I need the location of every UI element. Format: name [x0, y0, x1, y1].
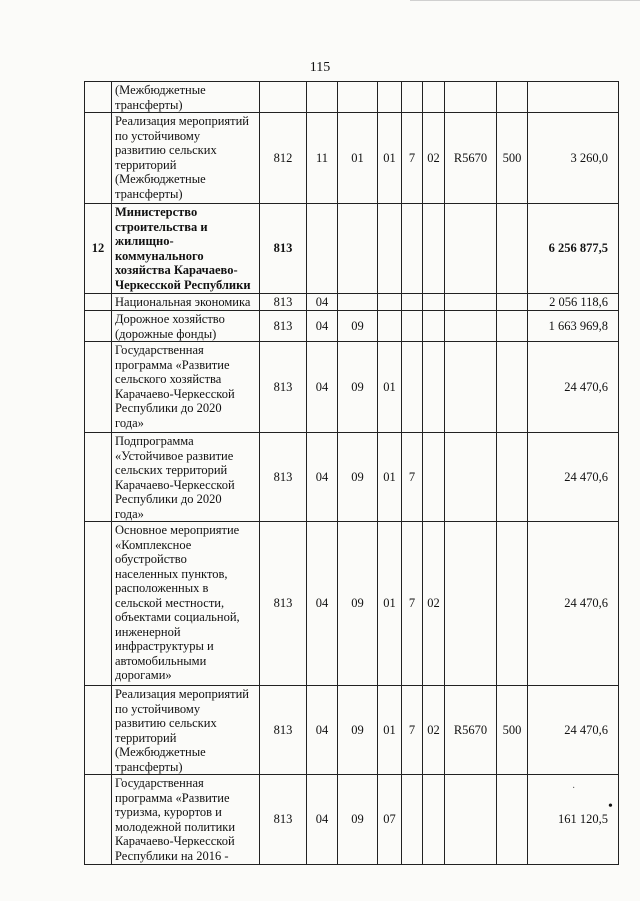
code-cell-section: 11 — [307, 113, 338, 204]
table-row — [85, 294, 619, 311]
code-cell-main-event: 02 — [423, 113, 445, 204]
code-cell-program: 01 — [378, 686, 402, 775]
code-cell-section — [307, 82, 338, 113]
code-cell-expense-type — [497, 433, 528, 522]
code-cell-section: 04 — [307, 311, 338, 342]
code-cell-subsection — [338, 294, 378, 311]
top-edge-line — [410, 0, 640, 1]
code-cell-expense-type: 500 — [497, 113, 528, 204]
code-cell-ministry: 813 — [260, 294, 307, 311]
code-cell-direction — [445, 433, 497, 522]
table-row — [85, 433, 619, 522]
page-number: 115 — [309, 60, 331, 75]
code-cell-expense-type: 500 — [497, 686, 528, 775]
row-number-cell — [85, 113, 112, 204]
code-cell-program — [378, 311, 402, 342]
code-cell-program: 01 — [378, 433, 402, 522]
table-row — [85, 311, 619, 342]
code-cell-subsection: 09 — [338, 522, 378, 686]
code-cell-subsection: 09 — [338, 342, 378, 433]
code-cell-ministry: 813 — [260, 775, 307, 865]
row-name-cell: Государственная программа «Развитие сельского хозяйства Карачаево-Черкесской Республики до 2020 года» — [112, 342, 260, 433]
amount-cell: 24 470,6 — [528, 342, 619, 433]
row-name-cell: Государственная программа «Развитие туризма, курортов и молодежной политики Карачаево-Черкесской Республики на 2016 - — [112, 775, 260, 865]
code-cell-main-event — [423, 433, 445, 522]
budget-table — [84, 81, 619, 865]
code-cell-subprogram — [402, 775, 423, 865]
row-name-cell: (Межбюджетные трансферты) — [112, 82, 260, 113]
code-cell-direction — [445, 311, 497, 342]
row-name-cell: Основное мероприятие «Комплексное обустройство населенных пунктов, расположенных в сельской местности, объектами социальной, инженерной инфраструктуры и автомобильными дорогами» — [112, 522, 260, 686]
row-name-cell: Реализация мероприятий по устойчивому развитию сельских территорий (Межбюджетные трансферты) — [112, 113, 260, 204]
table-row — [85, 113, 619, 204]
code-cell-subprogram — [402, 82, 423, 113]
code-cell-main-event: 02 — [423, 522, 445, 686]
code-cell-subprogram: 7 — [402, 433, 423, 522]
code-cell-program: 01 — [378, 522, 402, 686]
row-number-cell — [85, 522, 112, 686]
code-cell-subprogram — [402, 342, 423, 433]
code-cell-direction — [445, 294, 497, 311]
code-cell-expense-type — [497, 311, 528, 342]
code-cell-ministry: 813 — [260, 686, 307, 775]
code-cell-expense-type — [497, 342, 528, 433]
code-cell-ministry: 813 — [260, 342, 307, 433]
amount-cell — [528, 82, 619, 113]
row-number-cell — [85, 342, 112, 433]
code-cell-expense-type — [497, 775, 528, 865]
code-cell-main-event — [423, 294, 445, 311]
code-cell-main-event — [423, 204, 445, 294]
code-cell-program — [378, 82, 402, 113]
row-number-cell — [85, 433, 112, 522]
code-cell-subsection: 09 — [338, 686, 378, 775]
code-cell-subprogram — [402, 294, 423, 311]
code-cell-direction — [445, 82, 497, 113]
code-cell-expense-type — [497, 204, 528, 294]
code-cell-ministry: 813 — [260, 522, 307, 686]
table-row — [85, 204, 619, 294]
code-cell-program: 01 — [378, 113, 402, 204]
scan-mark: · — [572, 783, 576, 794]
table-row — [85, 82, 619, 113]
row-name-cell: Дорожное хозяйство (дорожные фонды) — [112, 311, 260, 342]
row-name-cell: Министерство строительства и жилищно- коммунального хозяйства Карачаево- Черкесской Республики — [112, 204, 260, 294]
code-cell-subsection: 01 — [338, 113, 378, 204]
code-cell-subprogram: 7 — [402, 686, 423, 775]
code-cell-subprogram: 7 — [402, 113, 423, 204]
code-cell-section: 04 — [307, 294, 338, 311]
code-cell-main-event — [423, 82, 445, 113]
code-cell-main-event: 02 — [423, 686, 445, 775]
code-cell-expense-type — [497, 294, 528, 311]
code-cell-expense-type — [497, 82, 528, 113]
code-cell-subprogram — [402, 204, 423, 294]
code-cell-ministry: 813 — [260, 433, 307, 522]
row-number-cell — [85, 82, 112, 113]
row-number-cell — [85, 294, 112, 311]
code-cell-ministry: 812 — [260, 113, 307, 204]
code-cell-section: 04 — [307, 686, 338, 775]
table-row — [85, 342, 619, 433]
table-row — [85, 686, 619, 775]
table-row — [85, 522, 619, 686]
code-cell-ministry — [260, 82, 307, 113]
code-cell-subprogram — [402, 311, 423, 342]
row-number-cell — [85, 775, 112, 865]
code-cell-direction — [445, 775, 497, 865]
amount-cell: 24 470,6 — [528, 433, 619, 522]
code-cell-program — [378, 204, 402, 294]
code-cell-subsection: 09 — [338, 775, 378, 865]
code-cell-direction — [445, 342, 497, 433]
code-cell-main-event — [423, 311, 445, 342]
code-cell-direction: R5670 — [445, 113, 497, 204]
code-cell-subsection — [338, 204, 378, 294]
amount-cell: 6 256 877,5 — [528, 204, 619, 294]
row-name-cell: Подпрограмма «Устойчивое развитие сельских территорий Карачаево-Черкесской Республики до 2020 года» — [112, 433, 260, 522]
amount-cell: 1 663 969,8 — [528, 311, 619, 342]
code-cell-direction — [445, 204, 497, 294]
code-cell-expense-type — [497, 522, 528, 686]
amount-cell: 24 470,6 — [528, 686, 619, 775]
code-cell-main-event — [423, 775, 445, 865]
row-name-cell: Реализация мероприятий по устойчивому развитию сельских территорий (Межбюджетные трансферты) — [112, 686, 260, 775]
amount-cell: 3 260,0 — [528, 113, 619, 204]
code-cell-section: 04 — [307, 775, 338, 865]
row-number-cell — [85, 311, 112, 342]
code-cell-program: 07 — [378, 775, 402, 865]
code-cell-ministry: 813 — [260, 204, 307, 294]
code-cell-program — [378, 294, 402, 311]
row-number-cell — [85, 686, 112, 775]
code-cell-subsection — [338, 82, 378, 113]
row-name-cell: Национальная экономика — [112, 294, 260, 311]
code-cell-section: 04 — [307, 522, 338, 686]
code-cell-program: 01 — [378, 342, 402, 433]
code-cell-main-event — [423, 342, 445, 433]
amount-cell: 24 470,6 — [528, 522, 619, 686]
amount-cell: 161 120,5 — [528, 775, 619, 865]
table-row — [85, 775, 619, 865]
code-cell-ministry: 813 — [260, 311, 307, 342]
code-cell-direction: R5670 — [445, 686, 497, 775]
amount-cell: 2 056 118,6 — [528, 294, 619, 311]
scan-dot: • — [608, 799, 613, 814]
code-cell-direction — [445, 522, 497, 686]
code-cell-subprogram: 7 — [402, 522, 423, 686]
code-cell-section: 04 — [307, 342, 338, 433]
code-cell-section — [307, 204, 338, 294]
code-cell-section: 04 — [307, 433, 338, 522]
code-cell-subsection: 09 — [338, 311, 378, 342]
code-cell-subsection: 09 — [338, 433, 378, 522]
row-number-cell: 12 — [85, 204, 112, 294]
